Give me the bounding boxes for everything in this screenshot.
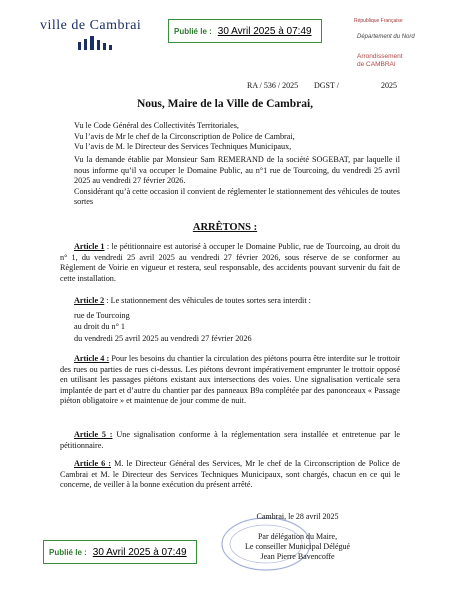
document-title: Nous, Maire de la Ville de Cambrai, bbox=[136, 98, 314, 110]
stamp-label: Publié le : bbox=[174, 26, 212, 36]
article-5 bbox=[60, 430, 400, 451]
decree-heading: ARRÊTONS : bbox=[192, 222, 258, 233]
article-5-label: Article 5 : bbox=[74, 430, 113, 439]
vu-item: Vu le Code Général des Collectivités Territoriales, bbox=[74, 121, 239, 130]
reference-service: DGST / bbox=[314, 81, 339, 90]
publication-stamp-top bbox=[168, 19, 322, 43]
reference-number: RA / 536 / 2025 bbox=[247, 81, 299, 90]
signature-name: Jean Pierre Bavencoffe bbox=[260, 552, 335, 561]
department-label: Département du Nord bbox=[357, 34, 415, 40]
article-2-location bbox=[74, 311, 130, 332]
signature-block bbox=[245, 512, 350, 562]
signature-role: Le conseiller Municipal Délégué bbox=[245, 542, 351, 551]
reference-year: 2025 bbox=[381, 81, 397, 90]
article-4-text: Pour les besoins du chantier la circulation des piétons pourra être interdite sur le trottoir des rues ou parties de rues ci-dessus. Les piétons devront impérativement emprunter le trottoir opposé en utilisant les passages piétons existant aux intersections des voies. Une signalisation verticale sera implantée de part et d’autre du chantier par des panneaux B9a complétée par des panonceaux « Passage piéton obligatoire » et maintenue de jour comme de nuit. bbox=[60, 354, 400, 406]
logo-text: ville de Cambrai bbox=[40, 18, 142, 33]
stamp-label: Publié le : bbox=[49, 547, 87, 557]
belfry-icon bbox=[76, 36, 116, 50]
stamp-date: 30 Avril 2025 à 07:49 bbox=[92, 546, 187, 558]
arrondissement-label: Arrondissement bbox=[357, 53, 403, 60]
signature-delegation: Par délégation du Maire, bbox=[257, 532, 338, 541]
city-logo bbox=[40, 18, 150, 58]
considering-text: Considérant qu’à cette occasion il convient de réglementer le stationnement des véhicules de toutes sortes bbox=[74, 186, 400, 207]
article-4 bbox=[60, 354, 400, 407]
vu-list bbox=[74, 121, 295, 153]
request-text: Vu la demande établie par Monsieur Sam REMERAND de la société SOGEBAT, par laquelle il nous informe qu’il va occuper le Domaine Public, au n°1 rue de Tourcoing, du vendredi 25 avril 2025 au vendredi 27 février 2026. bbox=[74, 155, 400, 186]
article-5-text: Une signalisation conforme à la réglementation sera installée et entretenue par le pétitionnaire. bbox=[60, 430, 400, 450]
article-2-street: rue de Tourcoing bbox=[74, 311, 130, 320]
article-2 bbox=[60, 296, 400, 307]
request-paragraph bbox=[60, 155, 400, 208]
article-1-text: : le pétitionnaire est autorisé à occuper le Domaine Public, rue de Tourcoing, au droit du n° 1, du vendredi 25 avril 2025 au vendredi 27 février 2026, sous réserve de se conformer au Règlement de Voirie en vigueur et restera, seul responsable, des accidents pouvant survenir du fait de cette installation. bbox=[60, 242, 400, 283]
article-6-text: M. le Directeur Général des Services, Mr le chef de la Circonscription de Police de Cambrai et M. le Directeur des Services Techniques Municipaux, sont chargés, chacun en ce qui le concerne, de veiller à la bonne exécution du présent arrêté. bbox=[60, 459, 400, 490]
article-6 bbox=[60, 459, 400, 491]
article-2-label: Article 2 bbox=[74, 296, 105, 305]
article-2-number: au droit du n° 1 bbox=[74, 321, 126, 331]
stamp-date: 30 Avril 2025 à 07:49 bbox=[217, 25, 312, 37]
publication-stamp-bottom bbox=[43, 540, 197, 564]
article-2-text: : Le stationnement des véhicules de toutes sortes sera interdit : bbox=[104, 296, 311, 305]
arrondissement-name: de CAMBRAI bbox=[357, 61, 396, 68]
article-6-label: Article 6 : bbox=[74, 459, 112, 468]
vu-item: Vu l’avis de Mr le chef de la Circonscription de Police de Cambrai, bbox=[74, 131, 295, 141]
article-4-label: Article 4 : bbox=[74, 354, 110, 363]
article-1-label: Article 1 bbox=[74, 242, 105, 251]
article-1 bbox=[60, 242, 400, 284]
vu-item: Vu l’avis de M. le Directeur des Services Techniques Municipaux, bbox=[74, 142, 292, 152]
republic-label: République Française bbox=[354, 18, 403, 24]
article-2-dates: du vendredi 25 avril 2025 au vendredi 27 février 2026 bbox=[74, 334, 252, 343]
signature-place-date: Cambrai, le 28 avril 2025 bbox=[256, 512, 339, 521]
